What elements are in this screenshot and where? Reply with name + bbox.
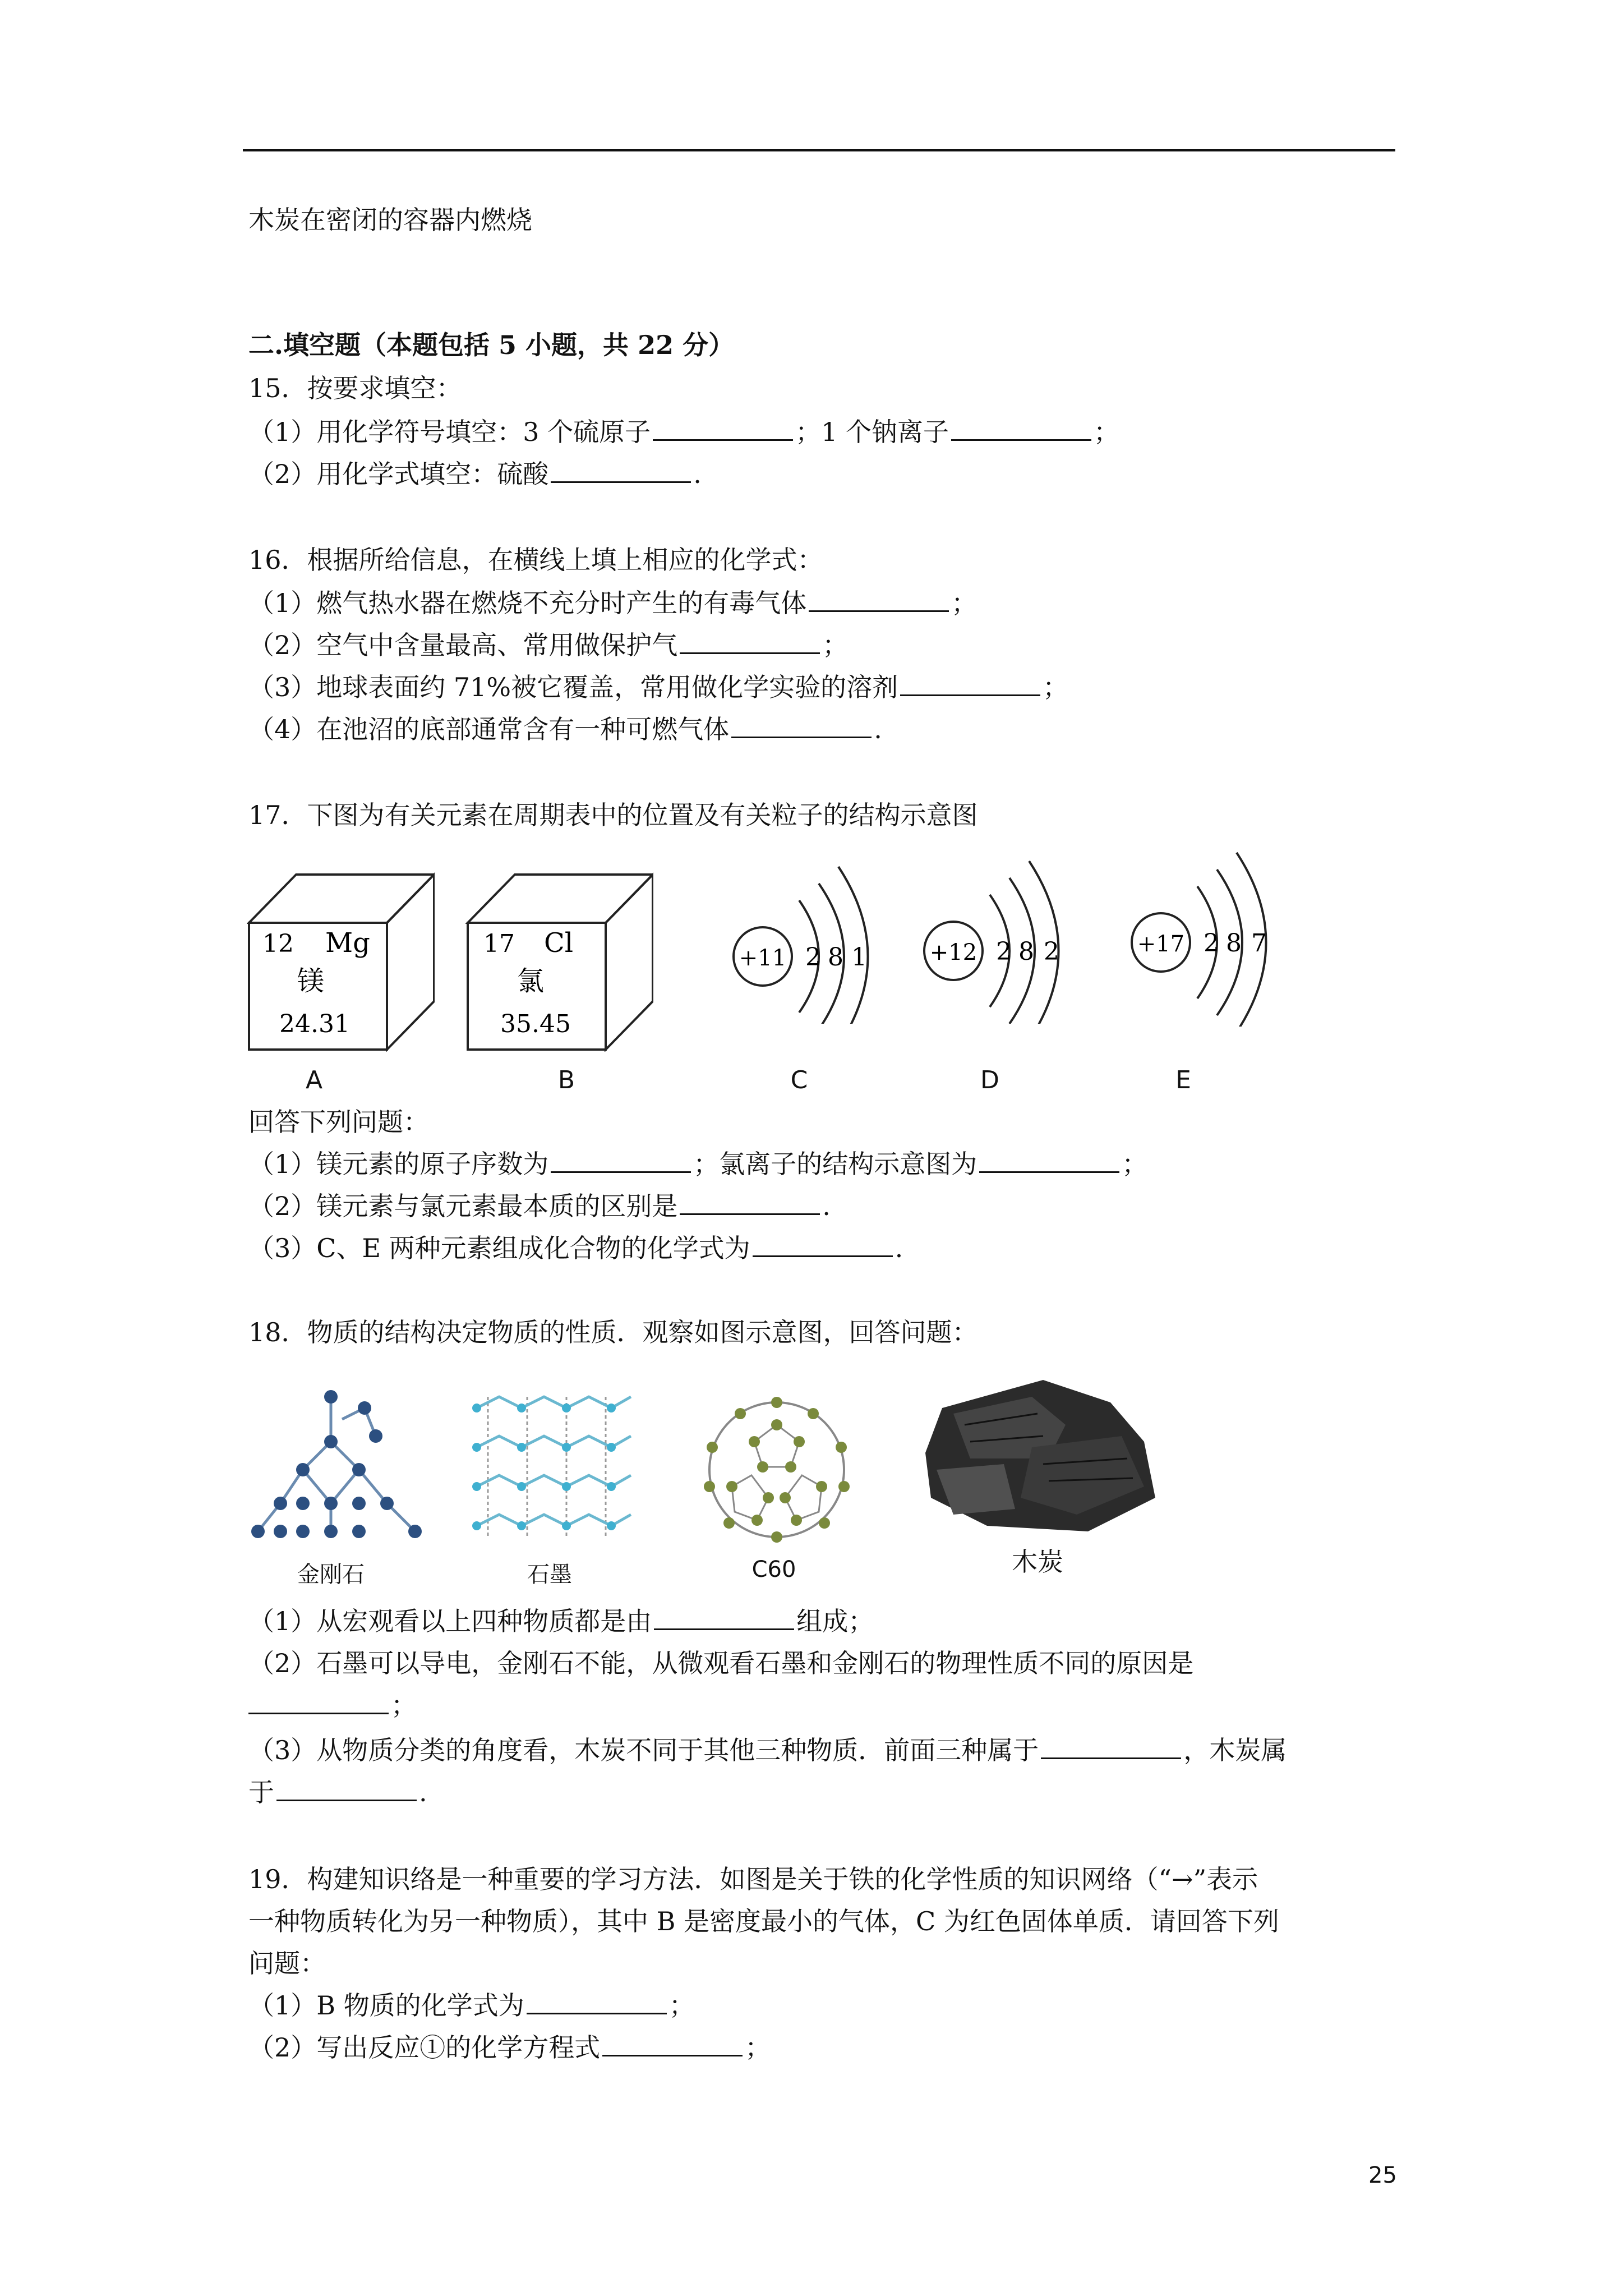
atom-c-nucleus: +11 <box>739 945 787 971</box>
q18-part1: （1）从宏观看以上四种物质都是由 组成； <box>248 1606 874 1636</box>
periodic-cube-b <box>465 872 653 1052</box>
answer-blank[interactable] <box>602 2032 743 2056</box>
q19-line3: 问题： <box>248 1948 326 1978</box>
cube-a-mass: 24.31 <box>279 1010 350 1038</box>
q16-part2: （2）空气中含量最高、常用做保护气 ； <box>248 630 849 660</box>
answer-blank[interactable] <box>276 1777 417 1801</box>
cube-b-mass: 35.45 <box>500 1010 571 1038</box>
figure-label-a: A <box>305 1066 323 1094</box>
atom-d-shell-1: 2 <box>996 937 1012 966</box>
q19-line1: 19．构建知识络是一种重要的学习方法．如图是关于铁的化学性质的知识网络（“→”表示 <box>248 1864 1258 1894</box>
q16-part4: （4）在池沼的底部通常含有一种可燃气体 . <box>248 714 882 744</box>
q15-title: 15．按要求填空： <box>248 373 462 403</box>
atom-d-shell-3: 2 <box>1044 937 1059 966</box>
figure-label-b: B <box>557 1066 575 1094</box>
q16-part3: （3）地球表面约 71%被它覆盖，常用做化学实验的溶剂 ； <box>248 672 1069 702</box>
top-text: 木炭在密闭的容器内燃烧 <box>248 205 532 235</box>
atom-c-shell-3: 1 <box>851 943 867 972</box>
answer-blank[interactable] <box>551 1149 691 1173</box>
caption-diamond: 金刚石 <box>297 1562 365 1588</box>
answer-blank[interactable] <box>680 1191 820 1215</box>
cube-a-name: 镁 <box>297 965 325 997</box>
page-number: 25 <box>1368 2162 1397 2188</box>
answer-blank[interactable] <box>527 1990 667 2014</box>
graphite-structure-image <box>471 1386 639 1548</box>
section-title: 二.填空题（本题包括 5 小题，共 22 分） <box>248 330 735 360</box>
answer-blank[interactable] <box>551 459 691 483</box>
atom-structure-d <box>920 855 1088 1024</box>
atom-c-shell-1: 2 <box>805 943 821 972</box>
q17-part1: （1）镁元素的原子序数为 ；氯离子的结构示意图为 ； <box>248 1149 1148 1179</box>
cube-a-number: 12 <box>262 930 294 958</box>
q17-part2: （2）镁元素与氯元素最本质的区别是 . <box>248 1191 831 1221</box>
header-rule <box>243 149 1395 151</box>
atom-c-shell-2: 8 <box>828 943 843 972</box>
periodic-cube-a <box>247 872 435 1052</box>
atom-e-shell-3: 7 <box>1251 929 1267 958</box>
q18-part2-answer: ； <box>248 1688 417 1722</box>
q19-part2: （2）写出反应①的化学方程式 ； <box>248 2032 771 2063</box>
answer-blank[interactable] <box>248 1690 389 1714</box>
figure-label-e: E <box>1175 1066 1191 1094</box>
cube-b-symbol: Cl <box>544 927 574 959</box>
caption-c60: C60 <box>751 1557 796 1582</box>
answer-blank[interactable] <box>1041 1735 1181 1759</box>
q16-part1: （1）燃气热水器在燃烧不充分时产生的有毒气体 ； <box>248 588 978 618</box>
charcoal-image <box>920 1374 1161 1537</box>
answer-blank[interactable] <box>731 714 872 738</box>
q18-part3-cont: 于 . <box>248 1777 427 1807</box>
figure-label-d: D <box>980 1066 999 1094</box>
atom-structure-e <box>1127 847 1295 1027</box>
answer-blank[interactable] <box>654 1606 794 1630</box>
q18-part3: （3）从物质分类的角度看，木炭不同于其他三种物质．前面三种属于 ，木炭属 <box>248 1735 1287 1765</box>
atom-structure-c <box>729 855 897 1024</box>
q17-part3: （3）C、E 两种元素组成化合物的化学式为 . <box>248 1233 903 1263</box>
q17-title: 17．下图为有关元素在周期表中的位置及有关粒子的结构示意图 <box>248 800 978 830</box>
atom-e-shell-2: 8 <box>1226 929 1242 958</box>
cube-b-name: 氯 <box>517 965 545 997</box>
diamond-structure-image <box>247 1386 432 1548</box>
q19-part1: （1）B 物质的化学式为 ； <box>248 1990 695 2021</box>
atom-d-shell-2: 8 <box>1018 937 1034 966</box>
answer-blank[interactable] <box>809 588 949 612</box>
answer-blank[interactable] <box>900 672 1040 696</box>
q15-part2: （2）用化学式填空：硫酸 . <box>248 459 702 489</box>
q19-line2: 一种物质转化为另一种物质），其中 B 是密度最小的气体，C 为红色固体单质．请回答下列 <box>248 1906 1279 1936</box>
answer-blank[interactable] <box>951 417 1091 441</box>
caption-graphite: 石墨 <box>527 1562 572 1588</box>
answer-blank[interactable] <box>979 1149 1119 1173</box>
answer-blank[interactable] <box>753 1233 893 1257</box>
atom-d-nucleus: +12 <box>929 940 978 965</box>
cube-b-number: 17 <box>483 930 515 958</box>
q15-part1: （1）用化学符号填空：3 个硫原子 ；1 个钠离子 ； <box>248 417 1120 447</box>
q17-answer-intro: 回答下列问题： <box>248 1107 429 1137</box>
atom-e-nucleus: +17 <box>1137 931 1185 957</box>
q16-title: 16．根据所给信息，在横线上填上相应的化学式： <box>248 545 823 575</box>
q18-part2: （2）石墨可以导电，金刚石不能，从微观看石墨和金刚石的物理性质不同的原因是 <box>248 1648 1194 1678</box>
q18-title: 18．物质的结构决定物质的性质．观察如图示意图，回答问题： <box>248 1317 978 1347</box>
atom-e-shell-1: 2 <box>1204 929 1219 958</box>
caption-charcoal: 木炭 <box>1012 1547 1063 1577</box>
answer-blank[interactable] <box>653 417 793 441</box>
answer-blank[interactable] <box>680 630 820 654</box>
c60-structure-image <box>695 1391 864 1548</box>
cube-a-symbol: Mg <box>325 927 370 959</box>
figure-label-c: C <box>790 1066 808 1094</box>
